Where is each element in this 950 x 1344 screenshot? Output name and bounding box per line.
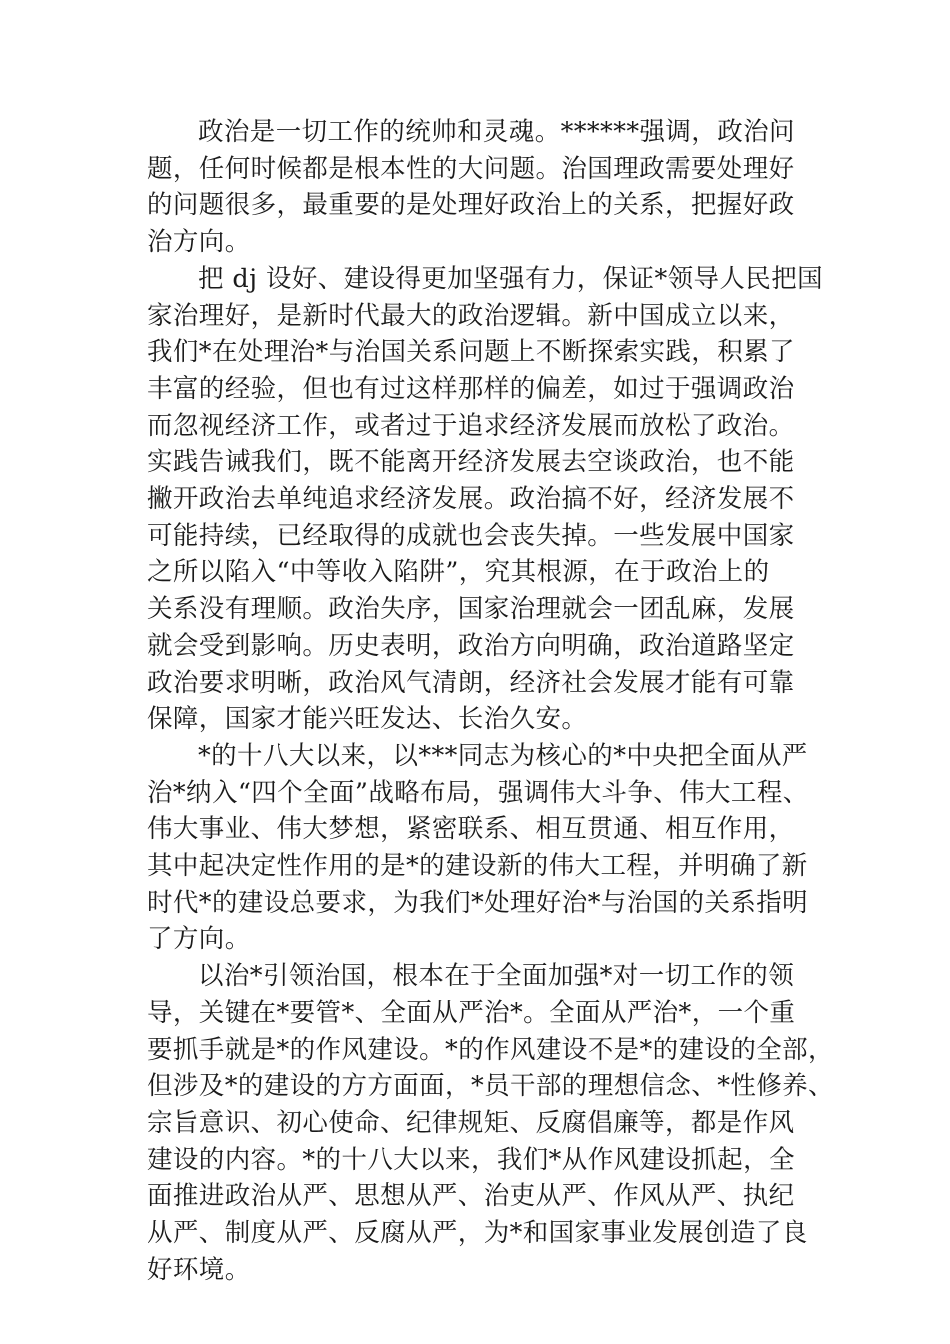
text-line: 从严、制度从严、反腐从严，为*和国家事业发展创造了良 <box>147 1218 808 1249</box>
text-line: 家治理好，是新时代最大的政治逻辑。新中国成立以来， <box>147 300 795 331</box>
text-line: 治方向。 <box>147 227 251 258</box>
paragraph-2 <box>147 261 823 738</box>
text-line: 时代*的建设总要求，为我们*处理好治*与治国的关系指明 <box>147 887 809 918</box>
text-line: 关系没有理顺。政治失序，国家治理就会一团乱麻，发展 <box>147 594 795 625</box>
paragraph-1 <box>147 114 807 261</box>
text-line: 但涉及*的建设的方方面面，*员干部的理想信念、*性修养、 <box>147 1071 834 1102</box>
text-line: 建设的内容。*的十八大以来，我们*从作风建设抓起，全 <box>147 1144 795 1175</box>
text-line: 治*纳入“四个全面”战略布局，强调伟大斗争、伟大工程、 <box>147 777 809 808</box>
text-line: 之所以陷入“中等收入陷阱”，究其根源，在于政治上的 <box>147 557 770 588</box>
text-line: *的十八大以来，以***同志为核心的*中央把全面从严 <box>198 740 808 771</box>
text-line: 伟大事业、伟大梦想，紧密联系、相互贯通、相互作用， <box>147 814 795 845</box>
text-line: 以治*引领治国，根本在于全面加强*对一切工作的领 <box>198 961 795 992</box>
text-line: 我们*在处理治*与治国关系问题上不断探索实践，积累了 <box>147 337 795 368</box>
text-line: 了方向。 <box>147 924 251 955</box>
text-line: 保障，国家才能兴旺发达、长治久安。 <box>147 704 588 735</box>
text-line: 政治要求明晰，政治风气清朗，经济社会发展才能有可靠 <box>147 667 795 698</box>
text-line: 要抓手就是*的作风建设。*的作风建设不是*的建设的全部， <box>147 1034 834 1065</box>
text-line: 面推进政治从严、思想从严、治吏从严、作风从严、执纪 <box>147 1181 795 1212</box>
text-line: 实践告诫我们，既不能离开经济发展去空谈政治，也不能 <box>147 447 795 478</box>
text-line: 丰富的经验，但也有过这样那样的偏差，如过于强调政治 <box>147 373 795 404</box>
text-line: 宗旨意识、初心使命、纪律规矩、反腐倡廉等，都是作风 <box>147 1107 795 1138</box>
text-line: 的问题很多，最重要的是处理好政治上的关系，把握好政 <box>147 190 795 221</box>
paragraph-4 <box>147 958 834 1288</box>
paragraph-3 <box>147 738 807 958</box>
document-body <box>147 114 834 1289</box>
text-line: 题，任何时候都是根本性的大问题。治国理政需要处理好 <box>147 153 795 184</box>
text-line: 把 dj 设好、建设得更加坚强有力，保证*领导人民把国 <box>198 263 823 294</box>
text-line: 其中起决定性作用的是*的建设新的伟大工程，并明确了新 <box>147 851 808 882</box>
text-line: 导，关键在*要管*、全面从严治*。全面从严治*，一个重 <box>147 997 796 1028</box>
text-line: 好环境。 <box>147 1254 251 1285</box>
text-line: 可能持续，已经取得的成就也会丧失掉。一些发展中国家 <box>147 520 795 551</box>
text-line: 就会受到影响。历史表明，政治方向明确，政治道路坚定 <box>147 630 795 661</box>
text-line: 政治是一切工作的统帅和灵魂。******强调，政治问 <box>198 117 795 147</box>
text-line: 而忽视经济工作，或者过于追求经济发展而放松了政治。 <box>147 410 795 441</box>
text-line: 撇开政治去单纯追求经济发展。政治搞不好，经济发展不 <box>147 484 795 515</box>
